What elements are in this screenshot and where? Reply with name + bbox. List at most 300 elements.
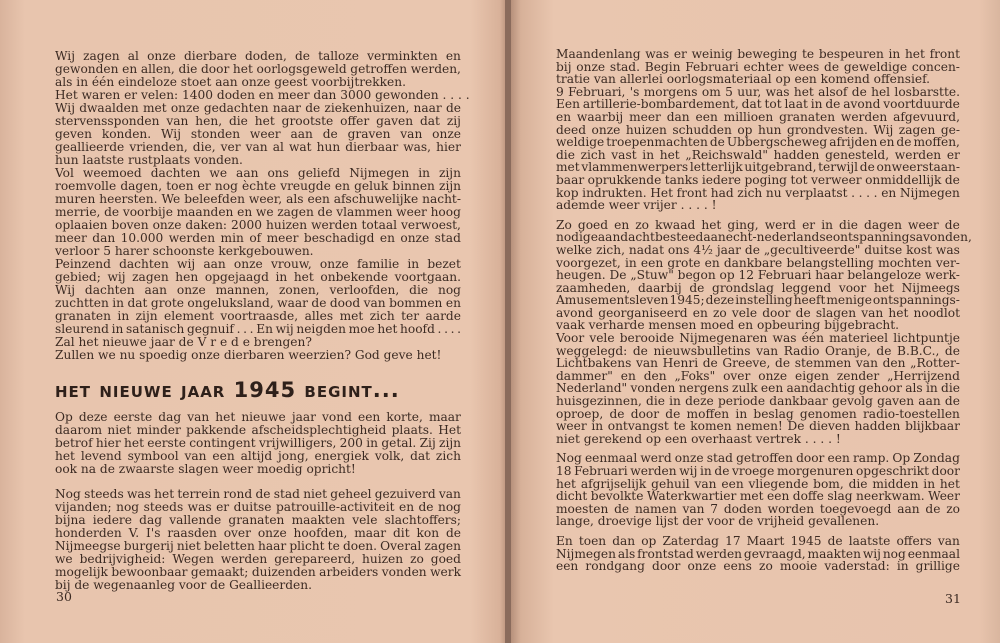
word: opgeschrikt [855,464,930,478]
word: werden [311,218,358,232]
word: nieuwsbulletins [653,343,751,358]
word: geweldige [843,59,908,74]
word: dicht [556,489,588,504]
word: plaats. [391,423,433,437]
word: en [556,109,572,124]
paragraph [55,102,461,167]
word: satanisch [125,322,185,336]
paragraph [556,48,960,86]
word: van [166,114,189,128]
word: den [882,356,906,371]
word: dagen, [120,179,163,193]
word: grote [667,255,701,270]
word: één [801,331,824,346]
word: en [122,62,138,76]
word: jong, [278,449,309,463]
word: doden [723,501,762,516]
word: die [178,62,198,76]
word: Op [892,451,911,466]
word: maar [354,526,387,540]
word: terwijl [818,160,859,175]
word: 4½ [693,242,713,257]
word: gevraagd, [743,546,806,561]
text-line: Het waren er velen: 1400 doden en meer dan 3000 gewonden . . . . [55,88,470,102]
word: Wij [55,49,75,63]
word: beleefden [184,192,245,206]
word: . [437,322,442,336]
word: 2000 [231,218,263,232]
word: ging, [727,217,759,232]
word: dierbare [184,49,237,63]
word: tanks [664,172,699,187]
word: belangstelling [786,255,874,270]
word: in [275,270,288,284]
word: oorlogsgeweld [256,62,347,76]
word: energiek [314,449,369,463]
paragraph [556,86,960,212]
word: avond [843,97,881,112]
word: korte, [386,410,423,424]
word: wat [288,140,312,154]
word: meer [55,231,87,245]
word: nergens [678,381,729,396]
word: meer [266,231,299,245]
word: te [327,539,340,553]
word: roemvolle [55,179,117,193]
word: nemen! [736,419,783,434]
word: weer [249,127,281,141]
word: van [855,356,878,371]
page-number-left: 30 [56,589,72,604]
word: gegnuif [187,322,234,336]
word: onweerstaan- [876,160,960,175]
word: geliefd [297,166,341,180]
paragraph [556,452,960,528]
word: was [126,487,151,501]
text-line [556,465,960,478]
word: was, [403,140,432,154]
word: ontspannings- [872,293,960,308]
word: dachten [119,257,169,271]
text-line [556,535,960,548]
text-line [556,174,960,187]
word: burgerij [123,539,174,553]
word: verminkten [367,49,438,63]
word: Februari [685,59,739,74]
text-line: ook na de zwaarste slagen weer moedig opricht! [55,462,356,476]
word: muren [55,192,96,206]
word: en [445,296,461,310]
word: Ubbergscheweg [726,135,828,150]
word: werd [640,451,672,466]
word: het [793,84,814,99]
word: het [124,436,144,450]
word: 1945; [669,293,705,308]
word: zaamheden, [556,280,631,295]
word: weer [908,217,939,232]
word: indrukten. [582,185,647,200]
word: . [851,185,855,200]
word: slag [827,489,853,504]
word: stervenssponden [55,114,160,128]
word: nadat [628,242,664,257]
word: van [636,356,659,371]
word: die [848,476,868,491]
paragraph [55,50,461,89]
word: afgrijselijk [580,476,647,491]
word: gehuil [651,476,690,491]
word: aan [144,283,167,297]
word: dan [666,109,690,124]
word: voortgaan. [394,270,461,284]
word: Maart [746,533,785,548]
word: voorbije [122,205,173,219]
paragraph [556,217,972,333]
word: belangeloze [847,268,922,283]
word: nieuwe [241,410,286,424]
word: komen [690,419,732,434]
word: ontspanningsavonden, [832,230,972,245]
word: . [858,185,863,200]
word: we [209,166,228,180]
word: door [200,62,230,76]
word: „gecultiveerde" [763,242,861,257]
word: uitgebrand, [744,160,817,175]
word: dat [127,296,148,310]
word: neigden [296,322,346,336]
word: vele [352,513,378,527]
text-line [556,294,960,307]
word: 17 [725,533,741,548]
word: sleurend [55,322,109,336]
word: zagen [424,539,461,553]
word: de [632,343,648,358]
word: vast [611,147,637,162]
word: wij [679,464,698,478]
word: nodige [556,230,598,245]
section-heading: het nieuwe jaar 1945 begint... [55,378,400,402]
word: een [307,192,330,206]
word: de [859,160,875,175]
word: offers [896,533,932,548]
paragraph [55,488,461,592]
word: hadden [773,147,820,162]
word: mannen, [215,283,270,297]
word: morgenuren [776,464,854,478]
word: het [154,487,175,501]
word: konden. [101,127,152,141]
word: V. [128,526,140,540]
word: onbekende [320,270,389,284]
word: ongeluksland, [187,296,274,310]
word: verwoest, [401,218,461,232]
word: zijn [439,436,461,450]
word: zo [946,501,960,516]
word: I's [146,526,161,540]
word: element [164,309,214,323]
word: B.B.C., [897,343,940,358]
word: talloze [318,49,360,63]
word: letterlijk [689,160,743,175]
word: nog [882,546,906,561]
word: de [305,101,321,115]
word: stad [706,451,733,466]
word: grote [150,296,184,310]
word: betrof [55,436,93,450]
word: laatste [848,533,891,548]
word: en [398,500,415,514]
word: altijd [240,449,273,463]
word: Nijmeegse [55,539,121,553]
word: was [935,242,960,257]
word: het [659,147,680,162]
word: werden [840,109,888,124]
word: iedere [92,513,132,527]
word: zagen [83,49,120,63]
word: moffen, [913,135,960,150]
word: namen [634,501,677,516]
word: had [710,185,734,200]
word: Zo [556,217,572,232]
word: . [444,322,448,336]
right-page-text [556,47,972,574]
word: vond [322,410,352,424]
word: eens [723,559,752,574]
word: eenmaal [907,546,960,561]
word: zijn [439,179,461,193]
word: neerkwam. [856,489,925,504]
word: huisgezinnen, [556,394,642,409]
text-line: hun laatste rustplaats vonden. [55,153,243,167]
word: zagen [277,205,314,219]
word: de [255,487,271,501]
word: hen [175,270,199,284]
word: toen [166,179,194,193]
word: de [689,280,705,295]
word: daarom [55,423,103,437]
left-page-text [55,49,470,592]
word: van [682,501,705,516]
word: genomen [799,406,857,421]
word: en [379,231,395,245]
word: bij [556,59,572,74]
word: aandachtig [786,381,856,396]
word: en [334,179,350,193]
word: familie [356,257,400,271]
word: levend [80,449,122,463]
word: 12 [738,268,755,283]
paragraph [55,167,461,258]
word: georganiseerd [598,305,688,320]
word: een [640,255,664,270]
word: onze [576,59,606,74]
word: over [223,526,251,540]
word: hun [757,122,782,137]
word: front [929,47,960,61]
word: Februari [757,268,812,283]
word: steeds [143,500,184,514]
word: met [339,309,364,323]
word: echt-nederlandse [725,230,833,245]
word: dat [410,449,431,463]
word: in [888,47,901,61]
word: onze [758,368,788,383]
text-line [556,269,960,282]
word: de [925,501,941,516]
word: de [322,127,338,141]
word: en [237,205,253,219]
word: toen [578,533,607,548]
word: was [645,47,670,61]
word: in [407,257,420,271]
word: nog [437,500,461,514]
word: maakten [291,513,346,527]
text-line: ademde weer vrijer . . . . ! [556,198,717,213]
word: weemoed [82,166,142,180]
word: Amusementsleven [556,293,669,308]
word: geven [55,127,92,141]
word: kwaad [655,217,696,232]
word: de [824,59,840,74]
word: deed [556,122,587,137]
word: de [876,343,892,358]
word: „Stuw" [630,268,674,283]
word: . [866,185,871,200]
word: in [923,476,936,491]
word: er [946,147,960,162]
word: op [737,122,753,137]
word: dieven [809,419,850,434]
word: de [294,49,310,63]
word: door [931,464,960,478]
word: grootste [281,114,334,128]
word: Februari, [568,84,626,99]
word: front [676,185,708,200]
word: radio-toestellen [862,406,960,421]
word: gerepareerd, [274,552,356,566]
word: aan [236,166,259,180]
word: doden, [244,49,287,63]
word: zijn [438,166,461,180]
word: 5 [725,84,733,99]
word: met [739,489,764,504]
word: hun [316,140,341,154]
word: vrijwilligers, [258,436,337,450]
word: de [311,296,327,310]
word: Begin [644,59,681,74]
word: van [937,533,960,548]
text-line: Zullen we nu spoedig onze dierbaren weerzien? God geve het! [55,348,442,362]
word: zagen [132,270,169,284]
word: Wegen [172,552,214,566]
word: kon [416,526,440,540]
text-line: bij de wegenaanleg voor de Geallieerden. [55,578,312,592]
word: dat [741,97,762,112]
word: naar [272,101,301,115]
word: beslag [753,406,794,421]
text-line [556,244,960,257]
word: de [714,464,730,478]
word: gaven [376,114,414,128]
word: van [363,296,386,310]
word: weer, [248,192,283,206]
word: al [272,140,284,154]
word: ver- [935,255,960,270]
word: losbarstte. [894,84,960,99]
word: werd [764,217,796,232]
word: als [905,381,923,396]
word: de [827,533,843,548]
word: in [821,217,833,232]
word: in [112,296,125,310]
paragraph [55,349,461,362]
word: de [944,217,960,232]
word: werk- [925,268,960,283]
word: van [861,305,884,320]
word: uur, [737,84,762,99]
word: wij [275,322,294,336]
word: duizenden [251,565,316,579]
word: aan [203,257,226,271]
word: als [617,546,636,561]
word: symbool [127,449,179,463]
word: nu [765,185,782,200]
word: de [944,343,960,358]
word: nog [214,179,238,193]
word: dagen [864,217,902,232]
word: naar [413,101,442,115]
word: „Reichswald" [685,147,768,162]
word: dood [329,296,361,310]
word: granaten [228,513,285,527]
word: op [641,533,657,548]
word: huizen [266,218,308,232]
text-line: verloor 5 harer schoonste kerkgebouwen. [55,244,314,258]
word: 200 [339,436,363,450]
word: blijkbaar [905,419,960,434]
word: van [756,343,779,358]
word: er [216,500,230,514]
word: de [896,135,912,150]
word: vrouw, [270,257,312,271]
word: zo [712,305,727,320]
word: geluk [354,179,389,193]
word: niet [107,423,132,437]
word: Op [55,410,73,424]
word: jaar [716,242,741,257]
word: boven [111,218,149,232]
word: nog [116,500,140,514]
word: Nederland" [556,381,628,396]
word: in [642,147,655,162]
word: in [669,394,681,409]
text-line [556,357,960,370]
word: allen, [140,62,175,76]
word: bommen [389,296,443,310]
word: De [609,268,627,283]
word: gevolg [831,394,873,409]
word: weggelegd: [556,343,628,358]
word: Wij [161,127,181,141]
word: aandacht [597,230,655,245]
word: mochten [878,255,932,270]
word: in [896,559,909,574]
word: stemmen [794,356,852,371]
word: honderden [55,526,122,540]
text-line: niet gerekend op een overhaast vertrek . . . . ! [556,431,841,446]
word: dachten [150,166,201,180]
word: Peinzend [55,257,111,271]
